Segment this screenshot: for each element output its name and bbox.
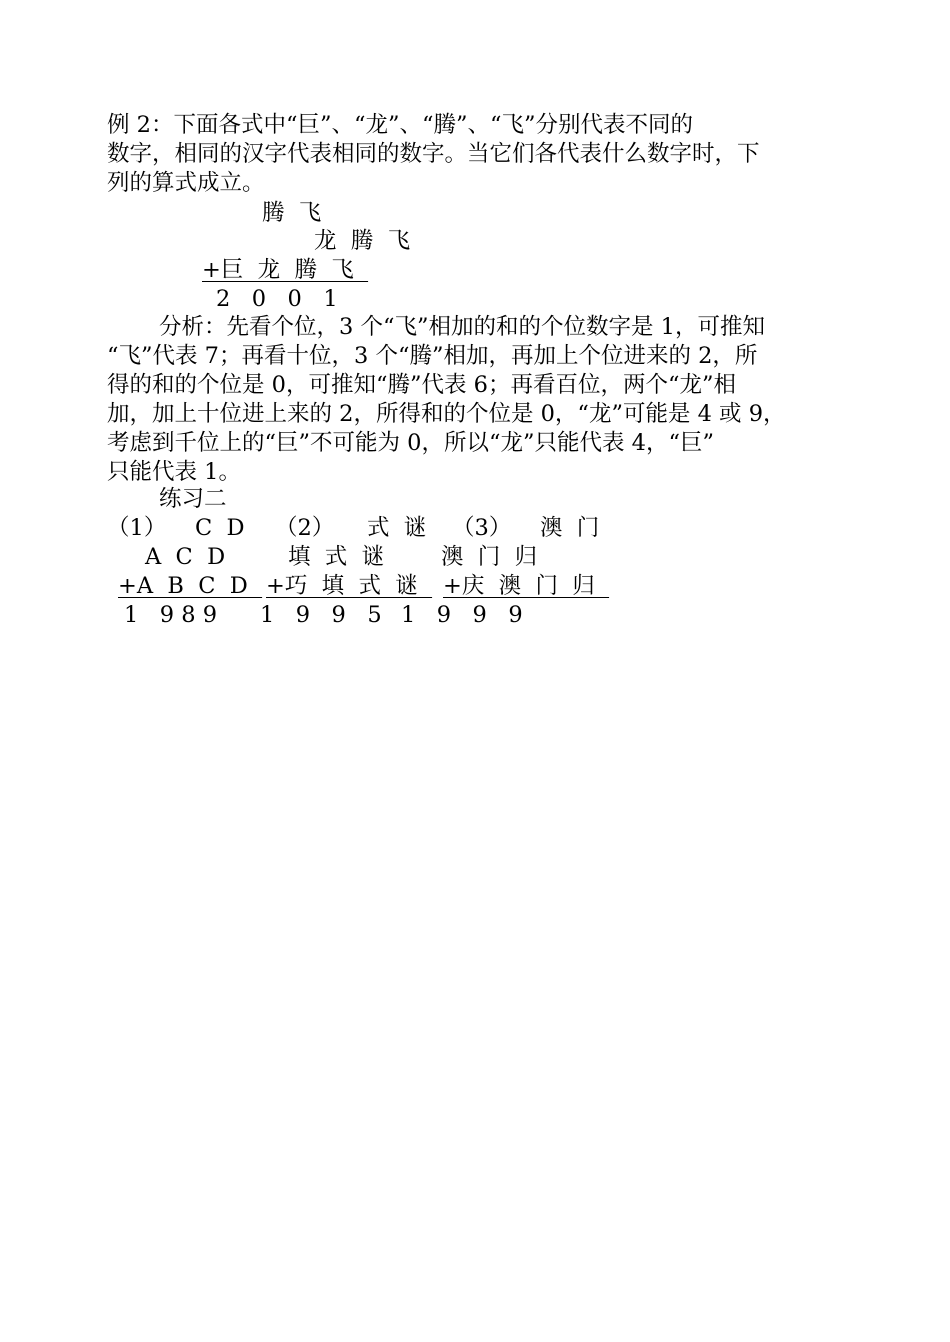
problem-row-2: 填 式 谜 <box>288 544 385 570</box>
analysis-line: 得的和的个位是 0，可推知“腾”代表 6；再看百位，两个“龙”相 <box>107 372 736 398</box>
analysis-line: “飞”代表 7；再看十位，3 个“腾”相加，再加上个位进来的 2，所 <box>107 343 758 369</box>
problem-row-3: +A B C D <box>118 573 263 599</box>
problem-number: （1） <box>107 515 167 541</box>
problem-row-1: 澳 门 <box>540 515 600 541</box>
puzzle-row-2: 龙 腾 飞 <box>314 228 411 254</box>
puzzle-sum: 2 0 0 1 <box>216 286 338 312</box>
analysis-line: 考虑到千位上的“巨”不可能为 0，所以“龙”只能代表 4，“巨” <box>107 430 714 456</box>
problem-number: （3） <box>452 515 512 541</box>
example-intro <box>107 111 847 198</box>
analysis-line: 只能代表 1。 <box>107 459 241 485</box>
practice-title: 练习二 <box>159 486 227 512</box>
analysis-line: 加，加上十位进上来的 2，所得和的个位是 0，“龙”可能是 4 或 9， <box>107 401 786 427</box>
intro-line: 列的算式成立。 <box>107 170 265 196</box>
problem-row-3: +庆 澳 门 归 <box>443 573 610 599</box>
problem-row-2: A C D <box>145 544 226 570</box>
problem-sum: 1 9 8 9 <box>124 602 218 628</box>
analysis-line: 分析：先看个位，3 个“飞”相加的和的个位数字是 1，可推知 <box>159 314 765 340</box>
problem-number: （2） <box>275 515 335 541</box>
intro-line: 例 2：下面各式中“巨”、“龙”、“腾”、“飞”分别代表不同的 <box>107 112 693 138</box>
puzzle-row-3: +巨 龙 腾 飞 <box>202 257 369 283</box>
problem-row-1: C D <box>195 515 245 541</box>
problem-row-2: 澳 门 归 <box>441 544 538 570</box>
puzzle-row-1: 腾 飞 <box>262 200 322 226</box>
analysis-paragraph <box>107 313 847 487</box>
intro-line: 数字，相同的汉字代表相同的数字。当它们各代表什么数字时，下 <box>107 141 760 167</box>
problem-row-3: +巧 填 式 谜 <box>266 573 433 599</box>
problem-row-1: 式 谜 <box>367 515 427 541</box>
problem-sum: 1 9 9 9 <box>401 602 523 628</box>
problem-sum: 1 9 9 5 <box>260 602 382 628</box>
